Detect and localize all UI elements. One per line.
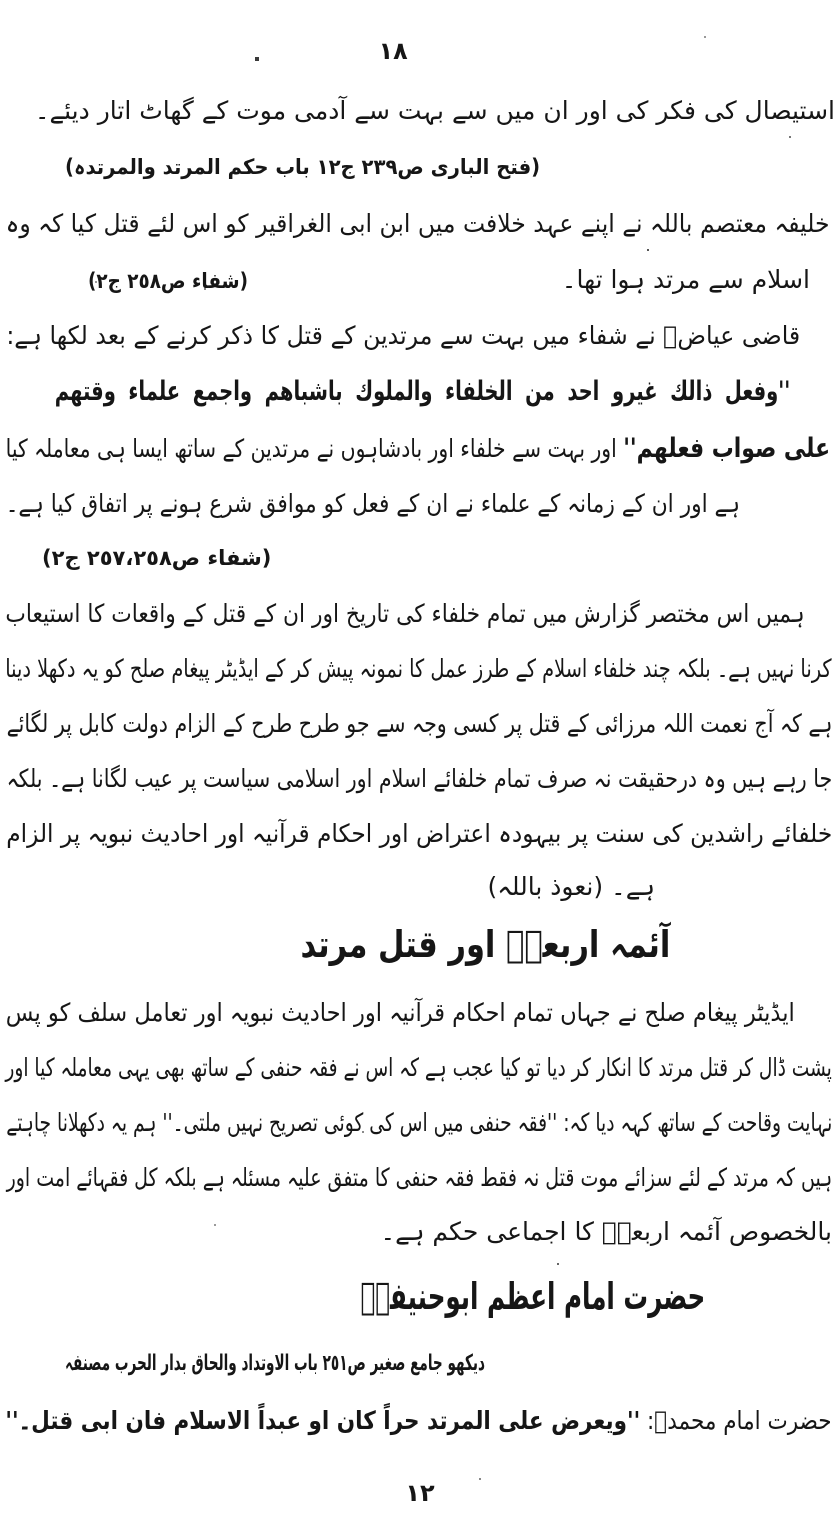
scan-noise <box>0 0 2 2</box>
reference-citation-shifa-258: (شفاء ص٢٥٨ ج٢) <box>88 269 249 293</box>
body-line: بالخصوص آئمہ اربعہؒ کا اجماعی حکم ہے۔ <box>380 1217 832 1246</box>
body-line: استیصال کی فکر کی اور ان میں سے بہت سے آدمی موت کے گھاٹ اتار دیئے۔ <box>34 96 835 125</box>
reference-line-jami-saghir: دیکھو جامع صغیر ص٢٥١ باب الاوتداد والحاق بدار الحرب مصنفہ <box>65 1351 485 1376</box>
page-number-top: ١٨ <box>378 37 408 65</box>
reference-citation-shifa-257-258: (شفاء ص٢٥٧،٢٥٨ ج٢) <box>42 546 272 570</box>
body-line: ہے کہ آج نعمت اللہ مرزائی کے قتل پر کسی وجہ سے جو طرح طرح کے الزام دولت کابل پر لگائے <box>6 709 832 738</box>
body-line: ہے اور ان کے زمانہ کے علماء نے ان کے فعل کو موافق شرع ہونے پر اتفاق کیا ہے۔ <box>5 489 740 518</box>
arabic-quotation-line: ''وفعل ذالك غيرو احد من الخلفاء والملوك باشباهم واجمع علماء وقتهم <box>54 376 790 407</box>
urdu-continuation: اور بہت سے خلفاء اور بادشاہوں نے مرتدین کے ساتھ ایسا ہی معاملہ کیا <box>5 434 624 463</box>
section-heading-aimma-arba: آئمہ اربعہؒ اور قتل مرتد <box>300 923 670 966</box>
body-line: جا رہے ہیں وہ درحقیقت نہ صرف تمام خلفائے اسلام اور اسلامی سیاست پر عیب لگانا ہے۔ بلکہ <box>6 764 832 793</box>
imam-muhammad-intro: حضرت امام محمدؒ: <box>640 1406 832 1435</box>
body-line: کرنا نہیں ہے۔ بلکہ چند خلفاء اسلام کے طرز عمل کا نمونہ پیش کر کے ایڈیٹر پیغام صلح کو یہ دکھلا دینا <box>5 654 832 683</box>
body-line <box>6 1403 832 1439</box>
arabic-quotation-end: علی صواب فعلهم'' <box>623 433 830 464</box>
reference-citation-fath-albari: (فتح الباری ص٢٣٩ ج١٢ باب حکم المرتد والمرتدہ) <box>65 155 541 179</box>
section-heading-imam-abu-hanifa: حضرت امام اعظم ابوحنیفہؒ <box>360 1275 705 1318</box>
body-line: ہے۔ (نعوذ باللہ) <box>487 872 655 901</box>
body-line: خلفائے راشدین کی سنت پر بیہودہ اعتراض اور احکام قرآنیہ اور احادیث نبویہ پر الزام <box>5 819 832 848</box>
body-line: خلیفہ معتصم باللہ نے اپنے عہد خلافت میں ابن ابی الغراقیر کو اس لئے قتل کیا کہ وہ <box>6 209 830 238</box>
page-number-bottom: ١٢ <box>405 1479 435 1507</box>
body-line: ہیں کہ مرتد کے لئے سزائے موت قتل نہ فقط فقہ حنفی کا متفق علیہ مسئلہ ہے بلکہ کل فقہائے امت اور <box>6 1163 832 1192</box>
body-line <box>6 429 830 468</box>
body-line: ہمیں اس مختصر گزارش میں تمام خلفاء کی تاریخ اور ان کے قتل کے واقعات کا استیعاب <box>5 599 805 628</box>
body-line: ایڈیٹر پیغام صلح نے جہاں تمام احکام قرآنیہ اور احادیث نبویہ اور تعامل سلف کو پس <box>5 998 795 1027</box>
body-line: قاضی عیاضؒ نے شفاء میں بہت سے مرتدین کے قتل کا ذکر کرنے کے بعد لکھا ہے: <box>6 321 800 350</box>
body-line: نہایت وقاحت کے ساتھ کہہ دیا کہ: ''فقہ حنفی میں اس کی کوئی تصریح نہیں ملتی۔'' ہم یہ دکھلانا چاہتے <box>5 1108 832 1137</box>
body-line: اسلام سے مرتد ہوا تھا۔ <box>561 265 810 294</box>
body-line: پشت ڈال کر قتل مرتد کا انکار کر دیا تو کیا عجب ہے کہ اس نے فقہ حنفی کے ساتھ بھی یہی معاملہ کیا اور <box>5 1053 832 1082</box>
arabic-quotation-jami-saghir: ''ویعرض علی المرتد حراً كان او عبداً الاسلام فان ابی قتل۔'' <box>5 1406 641 1435</box>
